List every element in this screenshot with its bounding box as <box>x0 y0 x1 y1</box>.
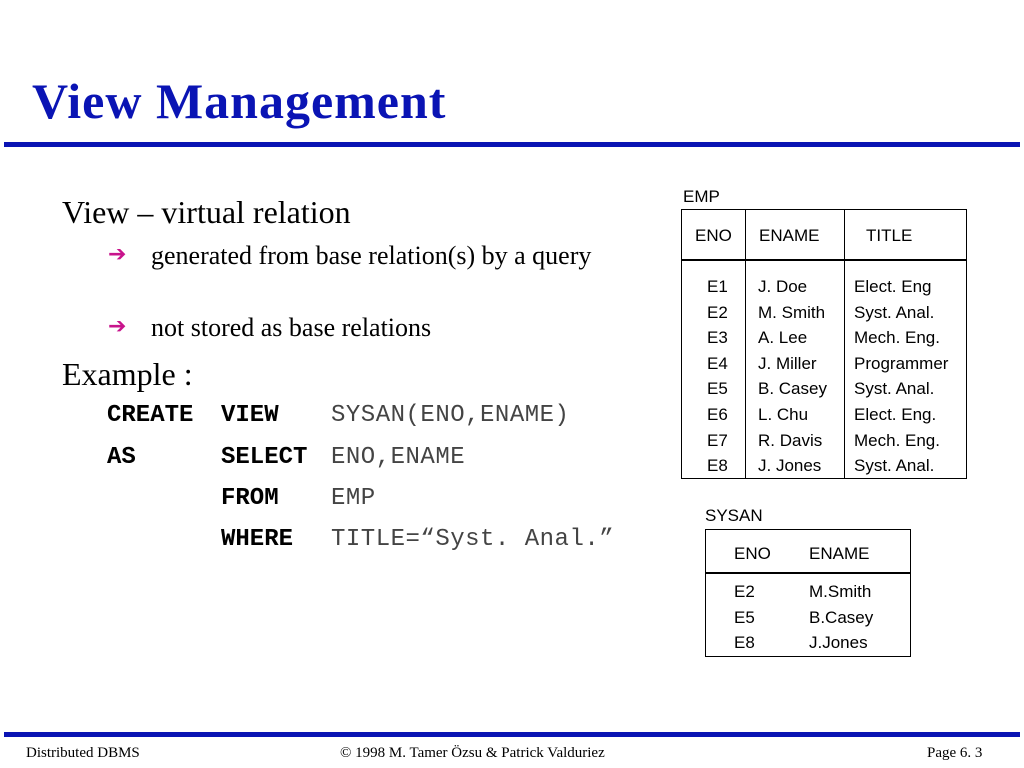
sysan-header-eno: ENO <box>734 544 771 563</box>
table-cell: Elect. Eng <box>854 277 932 296</box>
emp-header-title: TITLE <box>866 226 913 245</box>
sub-bullet-not-stored: not stored as base relations <box>151 313 432 342</box>
view-definition: SYSAN(ENO,ENAME) <box>331 402 570 429</box>
emp-column-divider <box>844 209 845 479</box>
table-cell: M. Smith <box>758 302 826 322</box>
table-cell: Elect. Eng. <box>854 404 937 424</box>
table-cell: E7 <box>707 430 728 450</box>
sysan-header-ename: ENAME <box>809 544 870 563</box>
table-cell: E5 <box>707 379 728 399</box>
table-cell: Mech. Eng. <box>854 430 940 450</box>
table-cell: M.Smith <box>809 582 872 601</box>
table-cell: Syst. Anal. <box>854 379 935 399</box>
table-cell: E6 <box>707 404 728 424</box>
emp-column-ename <box>758 274 827 479</box>
bullet-view-definition: View – virtual relation <box>62 194 351 230</box>
bullet-example: Example : <box>62 356 193 392</box>
table-cell: E4 <box>707 353 728 373</box>
table-cell: E2 <box>707 302 728 322</box>
table-cell: E2 <box>734 582 755 601</box>
sub-bullet-generated: generated from base relation(s) by a query <box>151 241 592 270</box>
table-cell: E3 <box>707 328 728 348</box>
keyword-where: WHERE <box>221 526 294 553</box>
emp-header-ename: ENAME <box>759 226 820 245</box>
keyword-create: CREATE <box>107 402 194 429</box>
emp-table-caption: EMP <box>683 187 720 206</box>
table-cell: B.Casey <box>809 607 874 627</box>
table-cell: A. Lee <box>758 328 808 348</box>
from-table: EMP <box>331 485 376 512</box>
slide-title: View Management <box>32 73 447 129</box>
footer-course: Distributed DBMS <box>26 745 140 761</box>
title-rule <box>4 142 1020 147</box>
emp-column-title <box>854 274 948 479</box>
table-cell: J. Doe <box>758 277 808 296</box>
keyword-view: VIEW <box>221 402 279 429</box>
footer-copyright: © 1998 M. Tamer Özsu & Patrick Valduriez <box>340 745 605 761</box>
table-cell: Syst. Anal. <box>854 456 935 476</box>
emp-column-divider <box>745 209 746 479</box>
keyword-select: SELECT <box>221 444 308 471</box>
table-cell: Mech. Eng. <box>854 328 940 348</box>
table-cell: R. Davis <box>758 430 823 450</box>
table-cell: E8 <box>707 456 728 476</box>
table-cell: J. Miller <box>758 353 817 373</box>
keyword-from: FROM <box>221 485 279 512</box>
arrow-bullet-icon: ➔ <box>108 242 127 267</box>
table-cell: E8 <box>734 633 755 653</box>
table-cell: Programmer <box>854 353 949 373</box>
sysan-column-ename <box>809 579 873 656</box>
sysan-column-eno <box>734 579 755 656</box>
table-cell: J. Jones <box>758 456 822 476</box>
table-cell: E5 <box>734 607 755 627</box>
keyword-as: AS <box>107 444 136 471</box>
select-list: ENO,ENAME <box>331 444 466 471</box>
footer-rule <box>4 732 1020 737</box>
footer-page-number: Page 6. 3 <box>927 745 983 761</box>
table-cell: E1 <box>707 277 728 296</box>
emp-header-eno: ENO <box>695 226 732 245</box>
sysan-table-caption: SYSAN <box>705 506 763 525</box>
arrow-bullet-icon: ➔ <box>108 314 127 339</box>
where-condition: TITLE=“Syst. Anal.” <box>331 526 615 553</box>
table-cell: L. Chu <box>758 404 809 424</box>
table-cell: Syst. Anal. <box>854 302 935 322</box>
table-cell: J.Jones <box>809 633 868 653</box>
table-cell: B. Casey <box>758 379 827 399</box>
emp-column-eno <box>707 274 728 479</box>
